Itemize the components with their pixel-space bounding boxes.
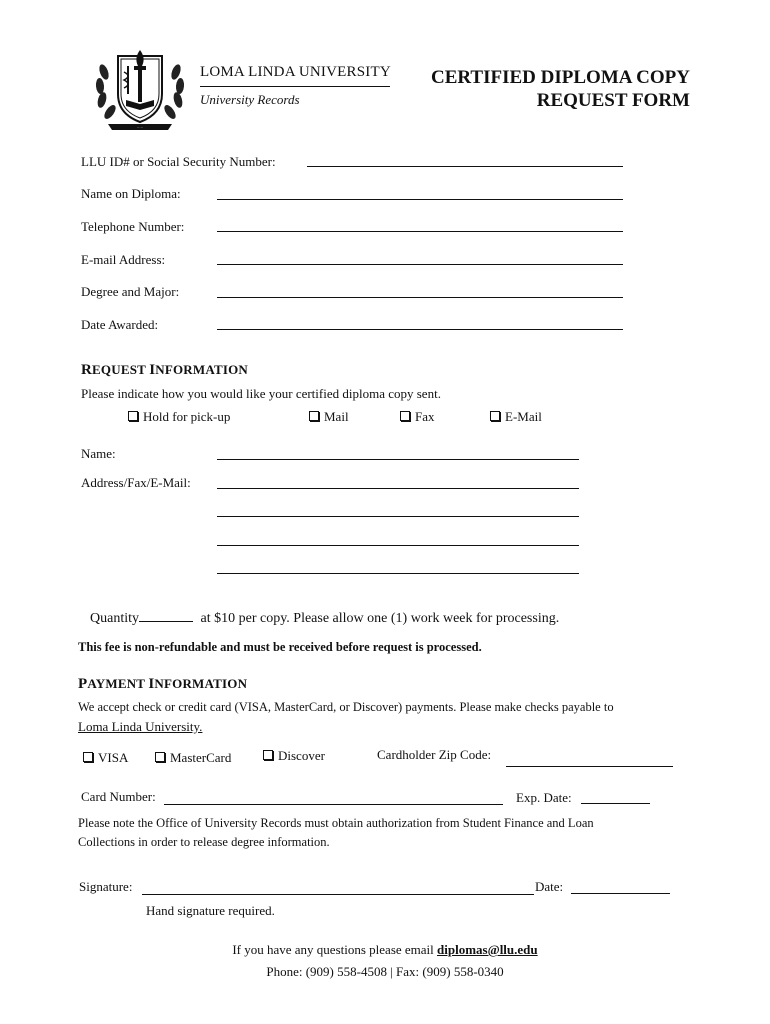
signature-note: Hand signature required. bbox=[146, 903, 275, 918]
recipient-name-label: Name: bbox=[81, 446, 116, 461]
footer-email-link[interactable]: diplomas@llu.edu bbox=[437, 942, 538, 957]
signature-label: Signature: bbox=[79, 879, 133, 894]
address-field-line1[interactable] bbox=[217, 488, 579, 489]
payment-heading: PAYMENT INFORMATION bbox=[78, 676, 248, 692]
signature-date-field[interactable] bbox=[571, 893, 670, 894]
accept-text: We accept check or credit card (VISA, MasterCard, or Discover) payments. Please make checks payable to bbox=[78, 700, 614, 714]
id-label: LLU ID# or Social Security Number: bbox=[81, 154, 276, 169]
footer-phone-fax: Phone: (909) 558-4508 | Fax: (909) 558-0340 bbox=[266, 964, 504, 979]
address-field-line2[interactable] bbox=[217, 516, 579, 517]
recipient-name-field[interactable] bbox=[217, 459, 579, 460]
checkbox-icon bbox=[83, 752, 93, 762]
option-hold-for-pickup[interactable]: Hold for pick-up bbox=[128, 409, 230, 425]
telephone-field[interactable] bbox=[217, 231, 623, 232]
payable-to: Loma Linda University. bbox=[78, 719, 203, 734]
exp-date-field[interactable] bbox=[581, 803, 650, 804]
authorization-note-line2: Collections in order to release degree information. bbox=[78, 835, 330, 849]
quantity-text: at $10 per copy. Please allow one (1) work week for processing. bbox=[200, 611, 560, 626]
date-awarded-label: Date Awarded: bbox=[81, 317, 159, 332]
department-name: University Records bbox=[200, 92, 300, 107]
checkbox-icon bbox=[490, 411, 500, 421]
zip-label: Cardholder Zip Code: bbox=[377, 747, 492, 762]
quantity-label: Quantity bbox=[90, 611, 139, 626]
name-on-diploma-field[interactable] bbox=[217, 199, 623, 200]
footer-contact bbox=[0, 942, 770, 958]
signature-date-label: Date: bbox=[535, 879, 564, 894]
svg-text:·····: ····· bbox=[136, 125, 144, 130]
form-title-line2: REQUEST FORM bbox=[536, 90, 690, 111]
address-field-line3[interactable] bbox=[217, 545, 579, 546]
date-awarded-field[interactable] bbox=[217, 329, 623, 330]
quantity-row bbox=[90, 609, 559, 627]
checkbox-icon bbox=[128, 411, 138, 421]
name-on-diploma-label: Name on Diploma: bbox=[81, 186, 181, 201]
university-name: LOMA LINDA UNIVERSITY bbox=[200, 64, 391, 80]
degree-label: Degree and Major: bbox=[81, 284, 180, 299]
card-discover[interactable]: Discover bbox=[263, 748, 325, 764]
email-field[interactable] bbox=[217, 264, 623, 265]
fee-note: This fee is non-refundable and must be received before request is processed. bbox=[78, 640, 482, 654]
checkbox-icon bbox=[155, 752, 165, 762]
card-visa[interactable]: VISA bbox=[83, 750, 128, 766]
form-title-line1: CERTIFIED DIPLOMA COPY bbox=[430, 67, 690, 88]
card-number-label: Card Number: bbox=[81, 789, 156, 804]
email-label: E-mail Address: bbox=[81, 252, 166, 267]
exp-date-label: Exp. Date: bbox=[516, 790, 572, 805]
checkbox-icon bbox=[263, 750, 273, 760]
degree-field[interactable] bbox=[217, 297, 623, 298]
authorization-note-line1: Please note the Office of University Records must obtain authorization from Student Finance and Loan bbox=[78, 816, 594, 830]
zip-field[interactable] bbox=[506, 766, 673, 767]
card-number-field[interactable] bbox=[164, 804, 503, 805]
option-fax[interactable]: Fax bbox=[400, 409, 435, 425]
form-title bbox=[431, 66, 690, 112]
option-mail[interactable]: Mail bbox=[309, 409, 349, 425]
id-field[interactable] bbox=[307, 166, 623, 167]
address-field-line4[interactable] bbox=[217, 573, 579, 574]
checkbox-icon bbox=[309, 411, 319, 421]
university-seal-logo bbox=[90, 42, 190, 134]
header-rule bbox=[200, 86, 390, 87]
option-email[interactable]: E-Mail bbox=[490, 409, 542, 425]
request-heading: REQUEST INFORMATION bbox=[81, 362, 249, 378]
footer-question: If you have any questions please email bbox=[232, 942, 434, 957]
quantity-field[interactable] bbox=[139, 609, 193, 622]
delivery-instruction: Please indicate how you would like your certified diploma copy sent. bbox=[81, 386, 441, 401]
checkbox-icon bbox=[400, 411, 410, 421]
card-mastercard[interactable]: MasterCard bbox=[155, 750, 231, 766]
signature-field[interactable] bbox=[142, 894, 534, 895]
telephone-label: Telephone Number: bbox=[81, 219, 185, 234]
address-label: Address/Fax/E-Mail: bbox=[81, 475, 191, 490]
